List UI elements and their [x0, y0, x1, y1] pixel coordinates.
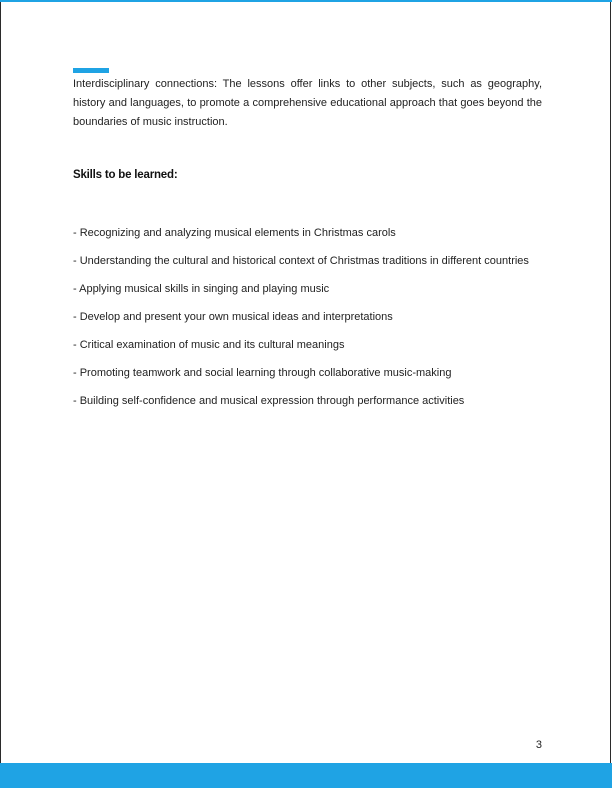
skills-heading: Skills to be learned: [73, 169, 178, 181]
skill-item: - Recognizing and analyzing musical elements in Christmas carols [73, 227, 396, 239]
skill-item: - Applying musical skills in singing and playing music [73, 283, 330, 295]
intro-paragraph: Interdisciplinary connections: The lessons offer links to other subjects, such as geography, history and languages, to promote a comprehensive educational approach that goes beyond the boundaries of music instruction. [73, 78, 542, 128]
top-rule [0, 0, 612, 2]
skills-list [73, 224, 542, 420]
skill-item: - Building self-confidence and musical expression through performance activities [73, 395, 465, 407]
footer-band [0, 763, 612, 788]
section-accent-bar [73, 68, 109, 73]
page-number: 3 [535, 739, 542, 751]
skill-item: - Understanding the cultural and historical context of Christmas traditions in different countries [73, 255, 529, 267]
skill-item: - Promoting teamwork and social learning through collaborative music-making [73, 367, 452, 379]
skill-item: - Develop and present your own musical ideas and interpretations [73, 311, 393, 323]
skill-item: - Critical examination of music and its cultural meanings [73, 339, 345, 351]
